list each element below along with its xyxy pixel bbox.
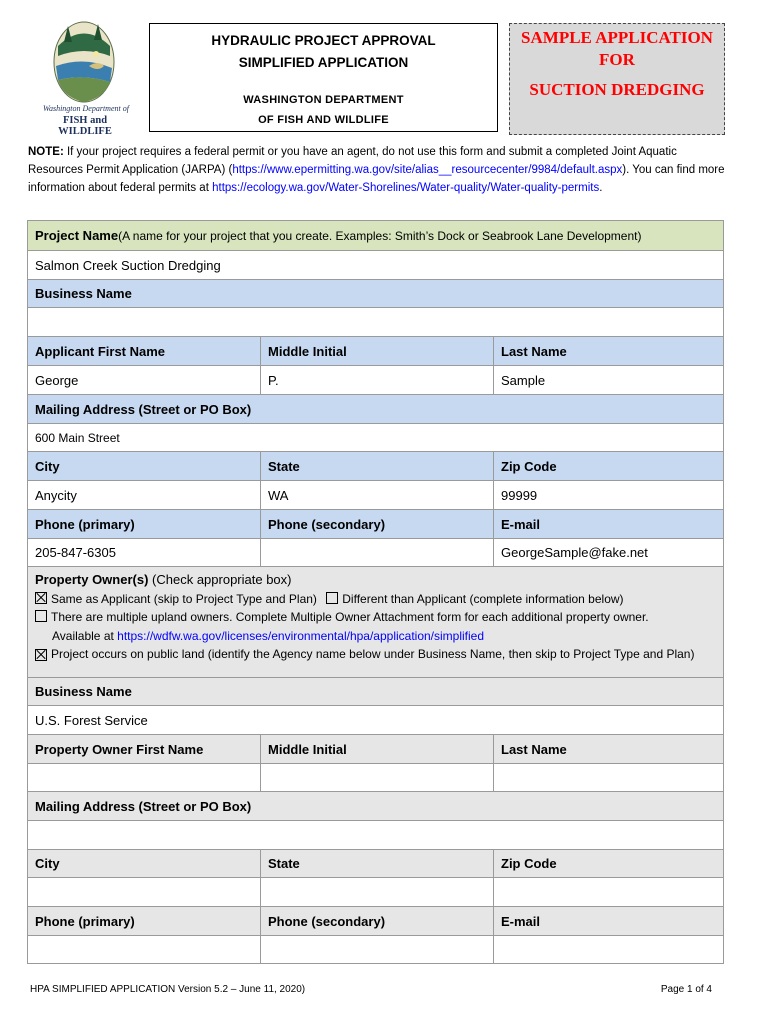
last-name-label: Last Name <box>493 337 723 365</box>
phone-secondary-field[interactable] <box>260 539 493 566</box>
owner-business-name-field[interactable]: U.S. Forest Service <box>35 712 148 728</box>
form-title-line2: SIMPLIFIED APPLICATION <box>238 55 409 70</box>
wdfw-hpa-link[interactable]: https://wdfw.wa.gov/licenses/environmental/hpa/application/simplified <box>117 628 485 643</box>
public-land-checkbox[interactable] <box>35 649 47 661</box>
footer-page-number: Page 1 of 4 <box>660 984 712 995</box>
form-title-line1: HYDRAULIC PROJECT APPROVAL <box>211 33 436 48</box>
note-text2: ). You can find more information about federal permits at <box>28 164 725 194</box>
owner-state-label: State <box>260 850 493 877</box>
same-as-applicant-label: Same as Applicant (skip to Project Type and Plan) <box>51 591 317 606</box>
application-form <box>27 220 724 964</box>
sample-line2: FOR <box>599 50 635 69</box>
owner-middle-initial-field[interactable] <box>260 764 493 791</box>
owner-mailing-address-field[interactable] <box>28 821 723 849</box>
phone-primary-label: Phone (primary) <box>28 510 260 538</box>
different-than-applicant-label: Different than Applicant (complete information below) <box>342 591 624 606</box>
middle-initial-field[interactable]: P. <box>260 366 493 394</box>
sample-line1: SAMPLE APPLICATION <box>521 28 713 47</box>
phone-secondary-label: Phone (secondary) <box>260 510 493 538</box>
sample-line3: SUCTION DREDGING <box>529 80 705 99</box>
owner-zip-code-label: Zip Code <box>493 850 723 877</box>
note-text3: . <box>599 182 603 194</box>
owner-phone-secondary-field[interactable] <box>260 936 493 963</box>
note-paragraph <box>28 143 728 197</box>
logo-text-line1: Washington Department of <box>43 104 129 113</box>
owner-phone-primary-field[interactable] <box>28 936 260 963</box>
property-owner-section <box>28 567 723 677</box>
ecology-link[interactable]: https://ecology.wa.gov/Water-Shorelines/Water-quality/Water-quality-permits <box>212 182 600 194</box>
owner-last-name-field[interactable] <box>493 764 723 791</box>
owner-phone-secondary-label: Phone (secondary) <box>260 907 493 935</box>
project-name-label: Project Name <box>35 228 119 243</box>
email-field[interactable]: GeorgeSample@fake.net <box>493 539 723 566</box>
mailing-address-label: Mailing Address (Street or PO Box) <box>28 395 723 423</box>
title-box <box>149 23 498 132</box>
owner-state-field[interactable] <box>260 878 493 906</box>
city-field[interactable]: Anycity <box>35 487 77 503</box>
business-name-field[interactable] <box>28 308 723 336</box>
last-name-field[interactable]: Sample <box>493 366 723 394</box>
multiple-owners-checkbox[interactable] <box>35 610 47 622</box>
property-owner-label: Property Owner(s) <box>35 572 149 587</box>
sample-application-stamp <box>509 23 725 135</box>
owner-city-label: City <box>28 850 260 877</box>
state-label: State <box>260 452 493 480</box>
city-label: City <box>28 452 260 480</box>
email-label: E-mail <box>493 510 723 538</box>
wdfw-logo <box>34 16 134 137</box>
applicant-first-name-field[interactable]: George <box>35 372 79 388</box>
footer-version: HPA SIMPLIFIED APPLICATION Version 5.2 – June 11, 2020) <box>30 984 306 995</box>
department-line1: WASHINGTON DEPARTMENT <box>243 94 404 106</box>
mailing-address-field[interactable]: 600 Main Street <box>35 430 120 445</box>
multiple-owners-label: There are multiple upland owners. Complete Multiple Owner Attachment form for each additional property owner. <box>51 610 649 624</box>
zip-code-label: Zip Code <box>493 452 723 480</box>
applicant-first-name-label: Applicant First Name <box>28 337 260 365</box>
phone-primary-field[interactable]: 205-847-6305 <box>35 545 116 560</box>
zip-code-field[interactable]: 99999 <box>493 481 723 509</box>
property-owner-hint: (Check appropriate box) <box>148 572 292 587</box>
business-name-label: Business Name <box>28 280 723 307</box>
owner-first-name-label: Property Owner First Name <box>28 735 260 763</box>
public-land-label: Project occurs on public land (identify the Agency name below under Business Name, then skip to Project Type and Plan) <box>51 647 695 661</box>
owner-email-field[interactable] <box>493 936 723 963</box>
project-name-hint: (A name for your project that you create. Examples: Smith’s Dock or Seabrook Lane Development) <box>118 228 642 243</box>
state-field[interactable]: WA <box>260 481 493 509</box>
jarpa-link[interactable]: https://www.epermitting.wa.gov/site/alias__resourcecenter/9984/default.aspx <box>232 164 623 176</box>
note-label: NOTE: <box>28 146 64 158</box>
department-name <box>150 90 497 130</box>
owner-middle-initial-label: Middle Initial <box>260 735 493 763</box>
same-as-applicant-checkbox[interactable] <box>35 592 47 604</box>
available-at-text: Available at <box>52 628 118 643</box>
owner-mailing-address-label: Mailing Address (Street or PO Box) <box>28 792 723 820</box>
owner-city-field[interactable] <box>28 878 260 906</box>
logo-text-line2: FISH and WILDLIFE <box>58 115 112 137</box>
form-title <box>150 30 497 74</box>
note-text1: If your project requires a federal permit or you have an agent, do not use this form and submit a completed Joint Aquatic Resources Permit Application (JARPA) ( <box>28 146 677 176</box>
different-than-applicant-checkbox[interactable] <box>326 592 338 604</box>
owner-zip-code-field[interactable] <box>493 878 723 906</box>
department-line2: OF FISH AND WILDLIFE <box>258 114 389 126</box>
project-name-field[interactable]: Salmon Creek Suction Dredging <box>35 257 221 273</box>
owner-business-name-label: Business Name <box>28 678 723 705</box>
middle-initial-label: Middle Initial <box>260 337 493 365</box>
owner-last-name-label: Last Name <box>493 735 723 763</box>
owner-first-name-field[interactable] <box>28 764 260 791</box>
owner-phone-primary-label: Phone (primary) <box>28 907 260 935</box>
project-name-header <box>28 221 723 250</box>
owner-email-label: E-mail <box>493 907 723 935</box>
